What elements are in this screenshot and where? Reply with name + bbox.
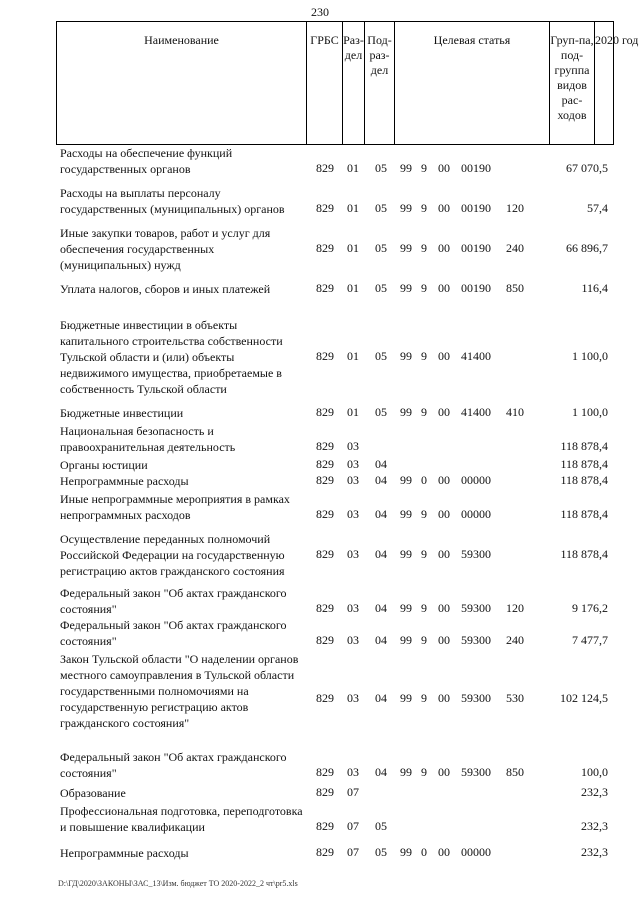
cell-grbs: 829: [316, 601, 334, 615]
cell-podrazdel: 04: [375, 507, 387, 521]
cell-celevaya-3: 00: [438, 161, 450, 175]
cell-razdel: 03: [347, 601, 359, 615]
cell-razdel: 03: [347, 507, 359, 521]
cell-grbs: 829: [316, 405, 334, 419]
cell-celevaya-3: 00: [438, 691, 450, 705]
cell-name: Бюджетные инвестиции в объекты капитального строительства собственности Тульской области и (или) объекты недвижимого имущества, приобретаемые в собственность Тульской области: [60, 318, 283, 396]
cell-sum: 118 878,4: [560, 507, 608, 521]
cell-podrazdel: 04: [375, 457, 387, 471]
cell-celevaya-2: 9: [421, 601, 427, 615]
cell-celevaya-2: 9: [421, 765, 427, 779]
cell-grbs: 829: [316, 547, 334, 561]
cell-celevaya-1: 99: [400, 241, 412, 255]
cell-celevaya-3: 00: [438, 601, 450, 615]
cell-sum: 9 176,2: [572, 601, 608, 615]
cell-celevaya-3: 00: [438, 241, 450, 255]
cell-podrazdel: 04: [375, 473, 387, 487]
cell-celevaya-4: 00190: [461, 201, 491, 215]
cell-sum: 232,3: [581, 819, 608, 833]
cell-podrazdel: 04: [375, 765, 387, 779]
cell-sum: 116,4: [581, 281, 608, 295]
cell-gruppa: 850: [506, 765, 524, 779]
cell-grbs: 829: [316, 765, 334, 779]
cell-podrazdel: 04: [375, 601, 387, 615]
header-celevaya: Целевая статья: [395, 22, 550, 144]
cell-sum: 1 100,0: [572, 349, 608, 363]
page-number: 230: [311, 5, 329, 19]
cell-razdel: 01: [347, 405, 359, 419]
cell-grbs: 829: [316, 691, 334, 705]
cell-razdel: 07: [347, 845, 359, 859]
cell-name: Профессиональная подготовка, переподготовка и повышение квалификации: [60, 804, 303, 834]
cell-gruppa: 240: [506, 633, 524, 647]
cell-celevaya-1: 99: [400, 201, 412, 215]
cell-grbs: 829: [316, 473, 334, 487]
cell-razdel: 03: [347, 439, 359, 453]
cell-celevaya-1: 99: [400, 765, 412, 779]
cell-celevaya-4: 59300: [461, 765, 491, 779]
cell-celevaya-2: 9: [421, 547, 427, 561]
cell-podrazdel: 04: [375, 633, 387, 647]
cell-celevaya-3: 00: [438, 349, 450, 363]
cell-sum: 232,3: [581, 785, 608, 799]
cell-celevaya-2: 9: [421, 405, 427, 419]
cell-gruppa: 120: [506, 201, 524, 215]
cell-celevaya-4: 41400: [461, 405, 491, 419]
cell-celevaya-3: 00: [438, 473, 450, 487]
cell-sum: 118 878,4: [560, 439, 608, 453]
cell-celevaya-3: 00: [438, 405, 450, 419]
cell-podrazdel: 05: [375, 281, 387, 295]
header-name: Наименование: [57, 22, 307, 144]
cell-celevaya-2: 0: [421, 473, 427, 487]
cell-name: Образование: [60, 786, 126, 800]
cell-name: Закон Тульской области "О наделении органов местного самоуправления в Тульской области государственными полномочиями на государственную регистрацию актов гражданского состояния": [60, 652, 299, 730]
footer-path: D:\ГД\2020\ЗАКОНЫ\ЗАС_13\Изм. бюджет ТО 2020-2022_2 чт\pr5.xls: [58, 879, 298, 888]
cell-celevaya-2: 9: [421, 507, 427, 521]
cell-celevaya-1: 99: [400, 281, 412, 295]
cell-celevaya-3: 00: [438, 507, 450, 521]
cell-grbs: 829: [316, 633, 334, 647]
cell-celevaya-1: 99: [400, 601, 412, 615]
cell-celevaya-4: 00190: [461, 281, 491, 295]
cell-razdel: 01: [347, 281, 359, 295]
cell-celevaya-4: 00000: [461, 845, 491, 859]
cell-sum: 57,4: [587, 201, 608, 215]
cell-razdel: 01: [347, 349, 359, 363]
cell-grbs: 829: [316, 161, 334, 175]
cell-celevaya-1: 99: [400, 507, 412, 521]
cell-podrazdel: 05: [375, 349, 387, 363]
cell-celevaya-4: 00190: [461, 161, 491, 175]
cell-sum: 118 878,4: [560, 547, 608, 561]
cell-name: Федеральный закон "Об актах гражданского состояния": [60, 586, 287, 616]
cell-gruppa: 530: [506, 691, 524, 705]
cell-grbs: 829: [316, 845, 334, 859]
cell-celevaya-4: 59300: [461, 691, 491, 705]
cell-celevaya-2: 9: [421, 691, 427, 705]
cell-celevaya-1: 99: [400, 405, 412, 419]
cell-podrazdel: 05: [375, 405, 387, 419]
cell-celevaya-3: 00: [438, 765, 450, 779]
cell-gruppa: 850: [506, 281, 524, 295]
cell-gruppa: 410: [506, 405, 524, 419]
cell-celevaya-4: 00000: [461, 507, 491, 521]
cell-gruppa: 120: [506, 601, 524, 615]
cell-celevaya-1: 99: [400, 845, 412, 859]
cell-celevaya-3: 00: [438, 547, 450, 561]
cell-grbs: 829: [316, 281, 334, 295]
header-grbs: ГРБС: [307, 22, 343, 144]
cell-sum: 100,0: [581, 765, 608, 779]
cell-name: Национальная безопасность и правоохранительная деятельность: [60, 424, 236, 454]
cell-sum: 7 477,7: [572, 633, 608, 647]
cell-celevaya-4: 00190: [461, 241, 491, 255]
header-year: 2020 год: [595, 33, 639, 47]
cell-sum: 66 896,7: [566, 241, 608, 255]
cell-celevaya-4: 59300: [461, 633, 491, 647]
cell-celevaya-1: 99: [400, 547, 412, 561]
cell-grbs: 829: [316, 201, 334, 215]
cell-grbs: 829: [316, 439, 334, 453]
cell-name: Органы юстиции: [60, 458, 148, 472]
cell-celevaya-1: 99: [400, 691, 412, 705]
cell-celevaya-4: 41400: [461, 349, 491, 363]
cell-podrazdel: 04: [375, 547, 387, 561]
cell-razdel: 01: [347, 201, 359, 215]
cell-celevaya-1: 99: [400, 633, 412, 647]
cell-celevaya-2: 9: [421, 281, 427, 295]
cell-name: Иные закупки товаров, работ и услуг для обеспечения государственных (муниципальных) нужд: [60, 226, 271, 272]
cell-grbs: 829: [316, 785, 334, 799]
cell-celevaya-1: 99: [400, 161, 412, 175]
cell-celevaya-3: 00: [438, 845, 450, 859]
cell-name: Расходы на выплаты персоналу государственных (муниципальных) органов: [60, 186, 285, 216]
cell-razdel: 07: [347, 819, 359, 833]
cell-celevaya-2: 9: [421, 161, 427, 175]
cell-podrazdel: 05: [375, 819, 387, 833]
cell-celevaya-4: 00000: [461, 473, 491, 487]
cell-celevaya-2: 9: [421, 201, 427, 215]
cell-sum: 102 124,5: [560, 691, 608, 705]
table-header: [56, 21, 639, 145]
cell-sum: 118 878,4: [560, 473, 608, 487]
cell-razdel: 03: [347, 457, 359, 471]
cell-podrazdel: 04: [375, 691, 387, 705]
cell-sum: 118 878,4: [560, 457, 608, 471]
cell-celevaya-3: 00: [438, 633, 450, 647]
cell-name: Непрограммные расходы: [60, 474, 189, 488]
cell-celevaya-3: 00: [438, 201, 450, 215]
cell-grbs: 829: [316, 349, 334, 363]
cell-podrazdel: 05: [375, 241, 387, 255]
cell-celevaya-3: 00: [438, 281, 450, 295]
cell-name: Расходы на обеспечение функций государственных органов: [60, 146, 233, 176]
cell-name: Федеральный закон "Об актах гражданского состояния": [60, 750, 287, 780]
cell-celevaya-2: 9: [421, 349, 427, 363]
header-gruppa: Груп-па, под-группа видов рас-ходов: [550, 22, 595, 144]
cell-name: Осуществление переданных полномочий Российской Федерации на государственную регистрацию актов гражданского состояния: [60, 532, 285, 578]
header-podrazdel: Под-раз-дел: [365, 22, 395, 144]
cell-name: Иные непрограммные мероприятия в рамках непрограммных расходов: [60, 492, 290, 522]
cell-celevaya-1: 99: [400, 349, 412, 363]
cell-gruppa: 240: [506, 241, 524, 255]
cell-razdel: 03: [347, 547, 359, 561]
cell-sum: 232,3: [581, 845, 608, 859]
cell-grbs: 829: [316, 241, 334, 255]
cell-celevaya-1: 99: [400, 473, 412, 487]
cell-podrazdel: 05: [375, 161, 387, 175]
cell-name: Непрограммные расходы: [60, 846, 189, 860]
cell-podrazdel: 05: [375, 201, 387, 215]
cell-sum: 67 070,5: [566, 161, 608, 175]
cell-sum: 1 100,0: [572, 405, 608, 419]
cell-razdel: 03: [347, 633, 359, 647]
cell-razdel: 03: [347, 473, 359, 487]
cell-name: Уплата налогов, сборов и иных платежей: [60, 282, 271, 296]
cell-razdel: 01: [347, 161, 359, 175]
cell-grbs: 829: [316, 507, 334, 521]
cell-razdel: 03: [347, 691, 359, 705]
cell-celevaya-2: 9: [421, 633, 427, 647]
cell-podrazdel: 05: [375, 845, 387, 859]
cell-celevaya-2: 0: [421, 845, 427, 859]
cell-razdel: 03: [347, 765, 359, 779]
cell-razdel: 07: [347, 785, 359, 799]
cell-celevaya-4: 59300: [461, 601, 491, 615]
cell-name: Бюджетные инвестиции: [60, 406, 184, 420]
cell-grbs: 829: [316, 819, 334, 833]
header-razdel: Раз-дел: [343, 22, 365, 144]
cell-celevaya-2: 9: [421, 241, 427, 255]
cell-celevaya-4: 59300: [461, 547, 491, 561]
cell-razdel: 01: [347, 241, 359, 255]
cell-name: Федеральный закон "Об актах гражданского состояния": [60, 618, 287, 648]
cell-grbs: 829: [316, 457, 334, 471]
